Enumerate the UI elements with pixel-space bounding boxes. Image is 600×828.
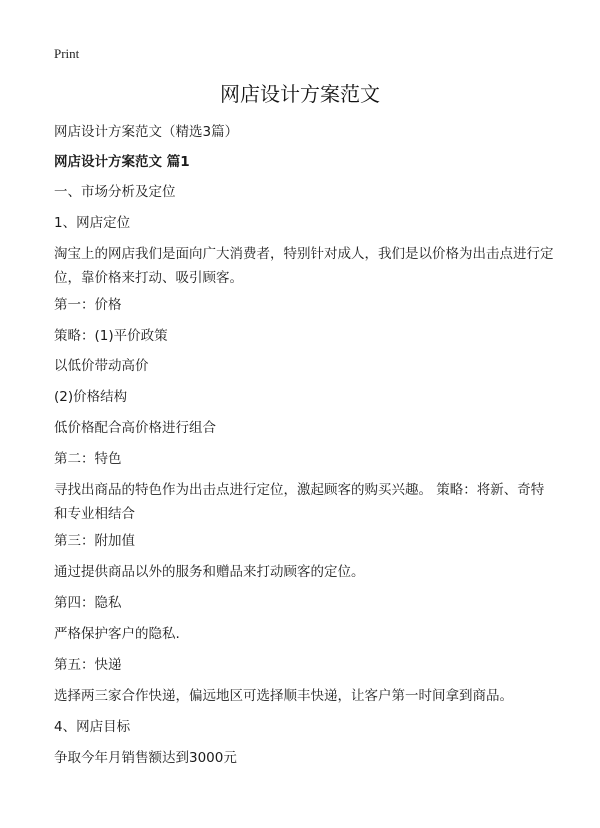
paragraph-section-heading: 网店设计方案范文 篇1 — [54, 154, 190, 170]
paragraph-low-price: 以低价带动高价 — [54, 358, 149, 374]
paragraph-price-combo: 低价格配合高价格进行组合 — [54, 420, 216, 436]
paragraph-subtitle: 网店设计方案范文（精选3篇） — [54, 124, 239, 140]
paragraph-privacy-body: 严格保护客户的隐私. — [54, 626, 180, 642]
document-title: 网店设计方案范文 — [220, 82, 380, 106]
paragraph-price: 第一：价格 — [54, 297, 122, 313]
paragraph-feature-body: 寻找出商品的特色作为出击点进行定位，激起顾客的购买兴趣。 策略：将新、奇特和专业相结合 — [54, 482, 545, 522]
paragraph-privacy: 第四：隐私 — [54, 595, 122, 611]
paragraph-added-value-body: 通过提供商品以外的服务和赠品来打动顾客的定位。 — [54, 564, 365, 580]
print-label: Print — [54, 46, 80, 61]
paragraph-shop-goal: 4、网店目标 — [54, 719, 131, 735]
paragraph-shop-positioning: 1、网店定位 — [54, 215, 131, 231]
paragraph-strategy-1: 策略：(1)平价政策 — [54, 328, 168, 344]
paragraph-delivery-body: 选择两三家合作快递，偏远地区可选择顺丰快递，让客户第一时间拿到商品。 — [54, 688, 513, 704]
paragraph-price-structure: (2)价格结构 — [54, 389, 128, 405]
paragraph-delivery: 第五：快递 — [54, 657, 122, 673]
paragraph-goal-body: 争取今年月销售额达到3000元 — [54, 750, 237, 766]
paragraph-market-analysis: 一、市场分析及定位 — [54, 184, 176, 200]
paragraph-added-value: 第三：附加值 — [54, 533, 135, 549]
paragraph-feature: 第二：特色 — [54, 451, 122, 467]
paragraph-positioning-body: 淘宝上的网店我们是面向广大消费者，特别针对成人，我们是以价格为出击点进行定位，靠价格来打动、吸引顾客。 — [54, 246, 554, 286]
